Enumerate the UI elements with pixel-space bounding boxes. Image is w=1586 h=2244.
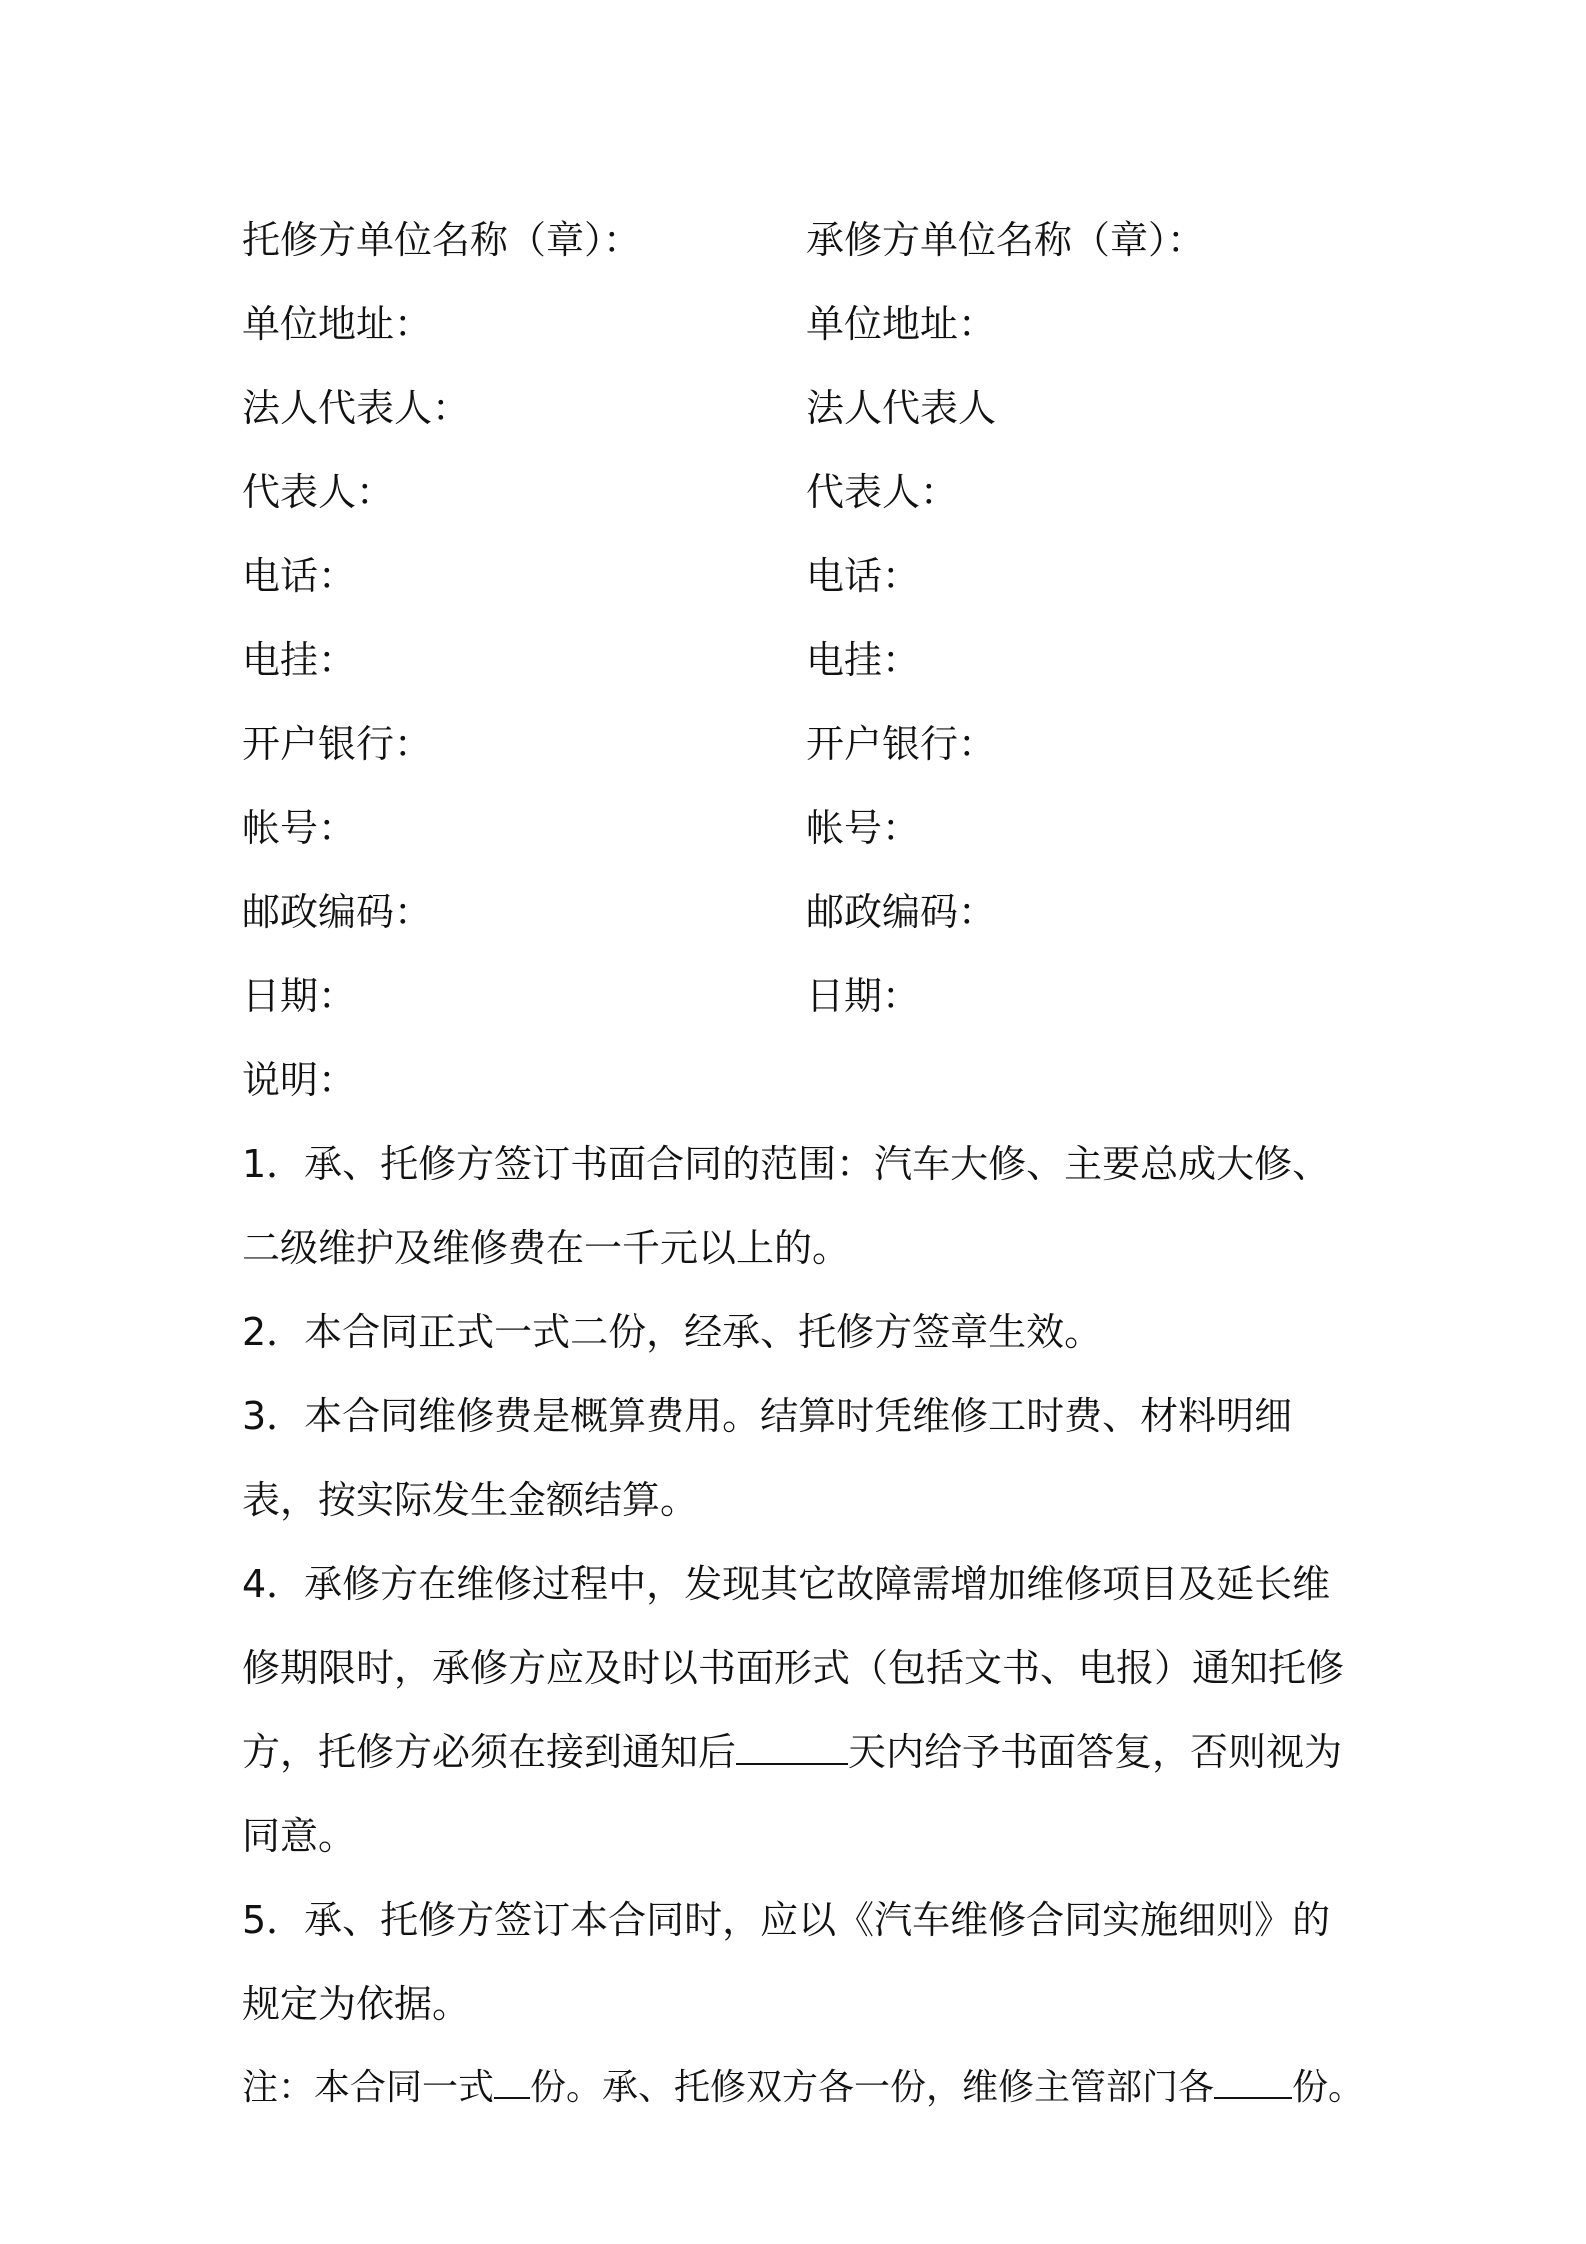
contractor-legal-rep-label: 法人代表人 — [806, 386, 997, 430]
footnote-text-end: 份。 — [1292, 2067, 1365, 2108]
footnote — [242, 2046, 1365, 2130]
party-row-date — [242, 954, 1362, 1038]
contractor-postcode-label: 邮政编码： — [806, 890, 997, 934]
client-address-label: 单位地址： — [242, 302, 433, 346]
note-item-5: 5．承、托修方签订本合同时，应以《汽车维修合同实施细则》的规定为依据。 — [242, 1898, 1331, 2026]
contractor-date-label: 日期： — [806, 974, 921, 1018]
contractor-bank-label: 开户银行： — [806, 722, 997, 766]
note-item-4-text: 4．承修方在维修过程中，发现其它故障需增加维修项目及延长维修期限时，承修方应及时以书面形式（包括文书、电报）通知托修方，托修方必须在接到通知后 — [242, 1562, 1345, 1774]
party-row-postcode — [242, 870, 1362, 954]
client-postcode-label: 邮政编码： — [242, 890, 433, 934]
reply-days-blank[interactable] — [736, 1729, 848, 1765]
notes-title: 说明： — [242, 1058, 357, 1102]
party-row-unit-name — [242, 198, 1362, 282]
contractor-unit-name-label: 承修方单位名称（章）： — [806, 218, 1206, 262]
department-copies-blank[interactable] — [1214, 2063, 1292, 2099]
party-row-cable — [242, 618, 1362, 702]
party-row-account — [242, 786, 1362, 870]
client-representative-label: 代表人： — [242, 470, 395, 514]
party-row-phone — [242, 534, 1362, 618]
note-item-1: 1．承、托修方签订书面合同的范围：汽车大修、主要总成大修、二级维护及维修费在一千元以上的。 — [242, 1142, 1331, 1270]
client-bank-label: 开户银行： — [242, 722, 433, 766]
note-item-4-text-end: 天内给予书面答复，否则视为同意。 — [242, 1730, 1343, 1858]
client-account-label: 帐号： — [242, 806, 357, 850]
copies-blank[interactable] — [494, 2063, 530, 2099]
party-info-section — [242, 198, 1362, 1038]
contractor-account-label: 帐号： — [806, 806, 921, 850]
party-row-address — [242, 282, 1362, 366]
contractor-cable-label: 电挂： — [806, 638, 921, 682]
notes-section — [242, 1038, 1362, 2046]
party-row-representative — [242, 450, 1362, 534]
contractor-representative-label: 代表人： — [806, 470, 959, 514]
client-date-label: 日期： — [242, 974, 357, 1018]
party-row-legal-rep — [242, 366, 1362, 450]
contract-page — [242, 198, 1365, 2130]
note-item-3: 3．本合同维修费是概算费用。结算时凭维修工时费、材料明细表，按实际发生金额结算。 — [242, 1394, 1293, 1522]
client-cable-label: 电挂： — [242, 638, 357, 682]
client-phone-label: 电话： — [242, 554, 357, 598]
contractor-phone-label: 电话： — [806, 554, 921, 598]
note-item-4 — [242, 1542, 1362, 1878]
footnote-text-start: 注：本合同一式 — [242, 2067, 495, 2108]
footnote-text-middle: 份。承、托修双方各一份，维修主管部门各 — [530, 2067, 1215, 2108]
client-unit-name-label: 托修方单位名称（章）： — [242, 218, 642, 262]
party-row-bank — [242, 702, 1362, 786]
note-item-2: 2．本合同正式一式二份，经承、托修方签章生效。 — [242, 1310, 1103, 1354]
contractor-address-label: 单位地址： — [806, 302, 997, 346]
client-legal-rep-label: 法人代表人： — [242, 386, 471, 430]
